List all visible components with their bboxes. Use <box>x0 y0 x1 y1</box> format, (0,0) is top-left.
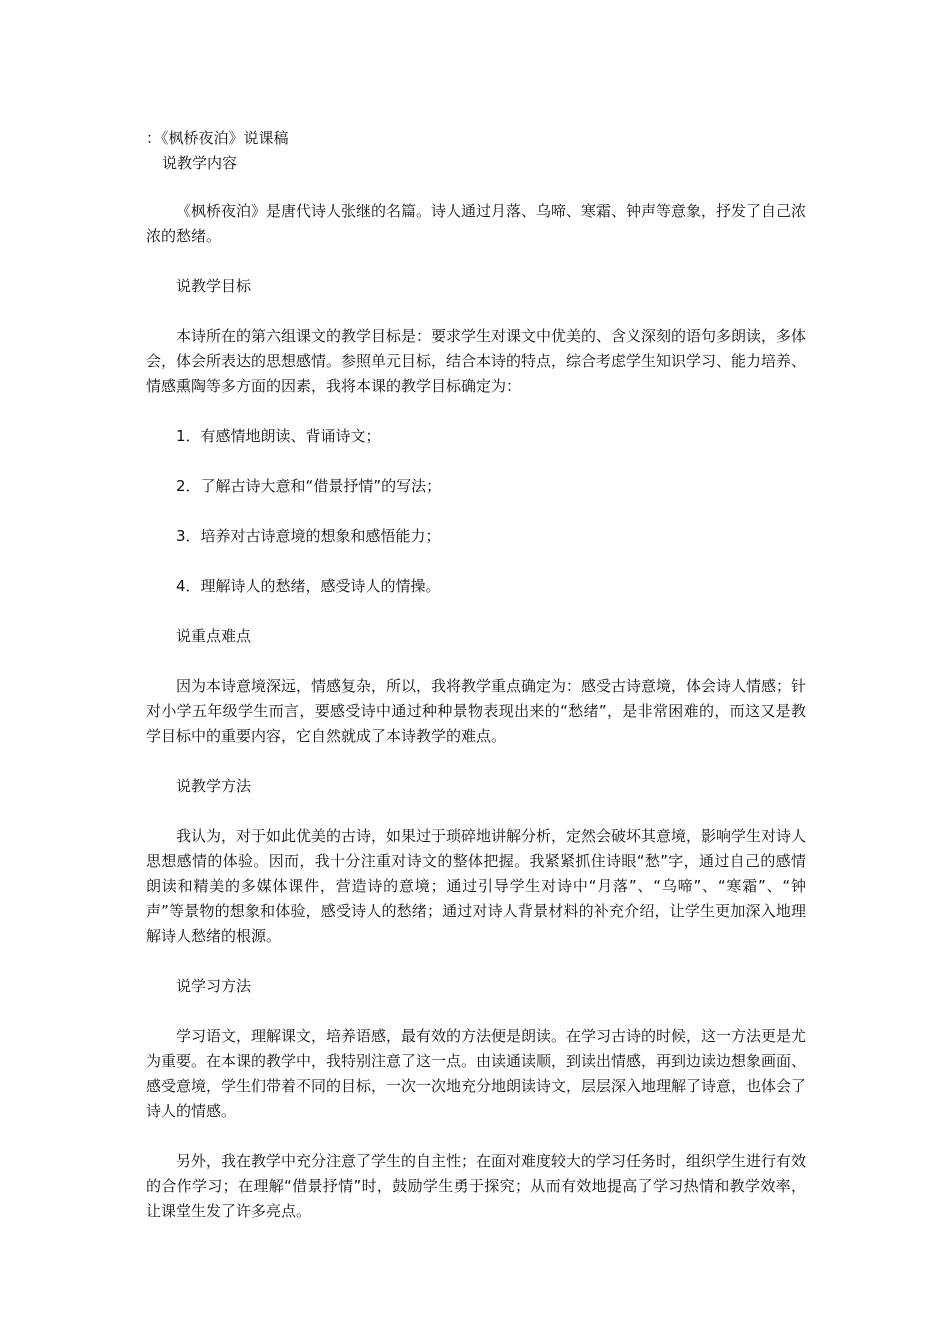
section-heading-goals: 说教学目标 <box>176 277 252 295</box>
paragraph-study-method-2: 另外，我在教学中充分注意了学生的自主性；在面对难度较大的学习任务时，组织学生进行有效的合作学习；在理解“借景抒情”时，鼓励学生勇于探究；从而有效地提高了学习热情和教学效率，让课堂生发了许多亮点。 <box>146 1152 807 1220</box>
goal-item: 1．有感情地朗读、背诵诗文； <box>176 427 381 445</box>
paragraph-key-points: 因为本诗意境深远，情感复杂，所以，我将教学重点确定为：感受古诗意境，体会诗人情感；针对小学五年级学生而言，要感受诗中通过种种景物表现出来的“愁绪”，是非常困难的，而这又是教学目标中的重要内容，它自然就成了本诗教学的难点。 <box>146 677 807 745</box>
goal-item: 2．了解古诗大意和“借景抒情”的写法； <box>176 477 442 495</box>
section-heading-key-points: 说重点难点 <box>176 627 252 645</box>
document-title: ：《枫桥夜泊》说课稿 <box>146 129 289 147</box>
section-heading-study-method: 说学习方法 <box>176 977 252 995</box>
section-heading-content: 说教学内容 <box>162 154 238 172</box>
paragraph-goals: 本诗所在的第六组课文的教学目标是：要求学生对课文中优美的、含义深刻的语句多朗读，多体会，体会所表达的思想感情。参照单元目标，结合本诗的特点，综合考虑学生知识学习、能力培养、情感熏陶等多方面的因素，我将本课的教学目标确定为： <box>146 327 807 395</box>
document-body <box>146 199 806 1249</box>
paragraph-teaching-method: 我认为，对于如此优美的古诗，如果过于琐碎地讲解分析，定然会破坏其意境，影响学生对诗人思想感情的体验。因而，我十分注重对诗文的整体把握。我紧紧抓住诗眼“愁”字，通过自己的感情朗读和精美的多媒体课件，营造诗的意境；通过引导学生对诗中“月落”、“乌啼”、“寒霜”、“钟声”等景物的想象和体验，感受诗人的愁绪；通过对诗人背景材料的补充介绍，让学生更加深入地理解诗人愁绪的根源。 <box>146 827 807 945</box>
section-heading-teaching-method: 说教学方法 <box>176 777 252 795</box>
paragraph-study-method-1: 学习语文，理解课文，培养语感，最有效的方法便是朗读。在学习古诗的时候，这一方法更是尤为重要。在本课的教学中，我特别注意了这一点。由读通读顺，到读出情感，再到边读边想象画面、感受意境，学生们带着不同的目标，一次一次地充分地朗读诗文，层层深入地理解了诗意，也体会了诗人的情感。 <box>146 1027 807 1120</box>
paragraph-content: 《枫桥夜泊》是唐代诗人张继的名篇。诗人通过月落、乌啼、寒霜、钟声等意象，抒发了自己浓浓的愁绪。 <box>146 202 807 245</box>
goal-item: 3．培养对古诗意境的想象和感悟能力； <box>176 527 441 545</box>
goal-item: 4．理解诗人的愁绪，感受诗人的情操。 <box>176 577 441 595</box>
